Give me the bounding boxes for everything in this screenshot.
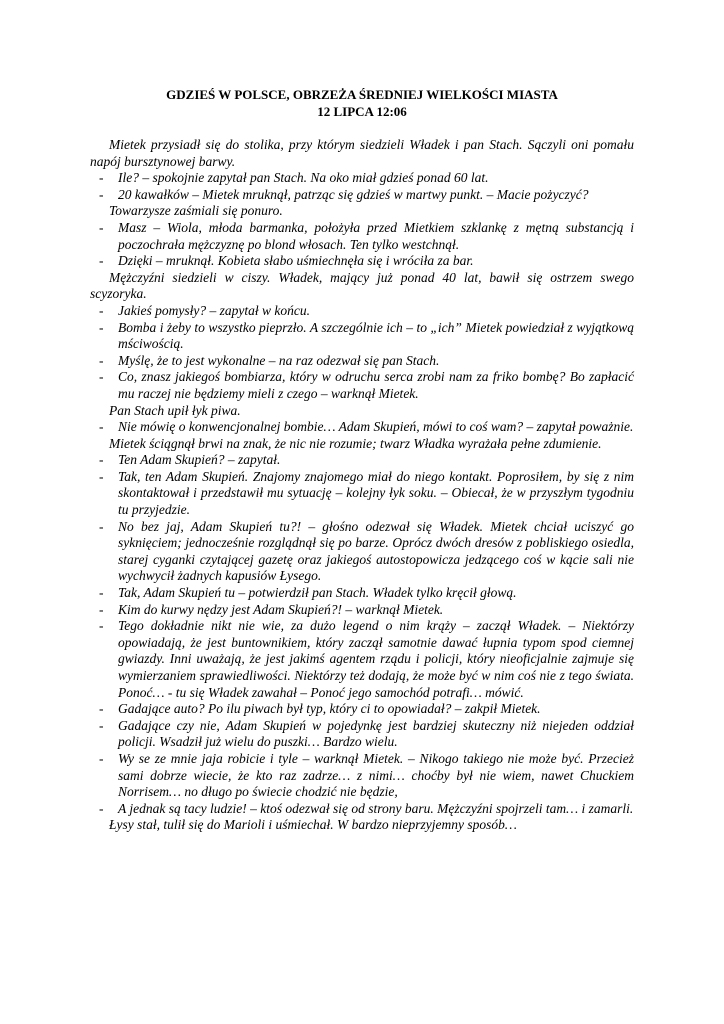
- dialogue-line: [90, 187, 634, 204]
- dialogue-line: [90, 369, 634, 402]
- dialogue-text: Dzięki – mruknął. Kobieta słabo uśmiechnęła się i wróciła za bar.: [118, 253, 474, 269]
- dialogue-text: Co, znasz jakiegoś bombiarza, który w odruchu serca zrobi nam za friko bombę? Bo zapłacić mu raczej nie będziemy mieli z czego – warknął Mietek.: [118, 369, 634, 401]
- dash-marker: -: [99, 750, 104, 766]
- dialogue-line: [90, 220, 634, 253]
- dash-marker: -: [99, 352, 104, 368]
- dialogue-text: Tak, Adam Skupień tu – potwierdził pan Stach. Władek tylko kręcił głową.: [118, 585, 517, 601]
- dialogue-line: [90, 419, 634, 436]
- dialogue-text: No bez jaj, Adam Skupień tu?! – głośno odezwał się Władek. Mietek chciał uciszyć go syknięciem; jednocześnie rozglądnął się po barze. Oprócz dwóch dresów z pobliskiego osiedla, starej cyganki czytającej gazetę oraz jakiegoś autostopowicza jedzącego coś w kącie sali nie wychwycił żadnych kapusiów Łysego.: [118, 518, 634, 584]
- dialogue-text: Tego dokładnie nikt nie wie, za dużo legend o nim krąży – zaczął Władek. – Niektórzy opowiadają, że jest buntownikiem, który zaczął samotnie dawać łupnia typom spod ciemnej gwiazdy. Inni uważają, że jest jakimś agentem rządu i policji, który nieoficjalnie zajmuje się wymierzaniem sprawiedliwości. Niektórzy też dodają, że może być w nim coś nie z tego świata. Ponoć… - tu się Władek zawahał – Ponoć jego samochód potrafi… mówić.: [118, 618, 634, 700]
- document-heading: [90, 86, 634, 120]
- dialogue-line: [90, 585, 634, 602]
- dialogue-text: Gadające czy nie, Adam Skupień w pojedynkę jest bardziej skuteczny niż niejeden oddział policji. Wsadził już wielu do puszki… Bardzo wielu.: [118, 717, 634, 750]
- dialogue-text: Masz – Wiola, młoda barmanka, położyła przed Mietkiem szklankę z mętną substancją i poczochrała mężczyznę po blond włosach. Ten tylko westchnął.: [118, 219, 634, 252]
- heading-date: 12 LIPCA 12:06: [317, 104, 407, 119]
- dialogue-line: [90, 320, 634, 353]
- dialogue-line: [90, 519, 634, 585]
- dialogue-line: [90, 718, 634, 751]
- dialogue-text: Gadające auto? Po ilu piwach był typ, który ci to opowiadał? – zakpił Mietek.: [118, 701, 541, 717]
- dash-marker: -: [99, 369, 104, 385]
- dash-marker: -: [99, 518, 104, 534]
- dialogue-line: [90, 303, 634, 320]
- dash-marker: -: [99, 419, 104, 435]
- dash-marker: -: [99, 601, 104, 617]
- dash-marker: -: [99, 219, 104, 235]
- dialogue-text: Bomba i żeby to wszystko pieprzło. A szczególnie ich – to „ich” Mietek powiedział z wyjątkową mściwością.: [118, 319, 634, 352]
- story-body: [90, 137, 634, 834]
- narration-paragraph: Mietek przysiadł się do stolika, przy którym siedzieli Władek i pan Stach. Sączyli oni pomału napój bursztynowej barwy.: [90, 137, 634, 169]
- heading-location: GDZIEŚ W POLSCE, OBRZEŻA ŚREDNIEJ WIELKOŚCI MIASTA: [166, 87, 558, 102]
- narration-paragraph: Towarzysze zaśmiali się ponuro.: [109, 203, 283, 219]
- dialogue-text: Ile? – spokojnie zapytał pan Stach. Na oko miał gdzieś ponad 60 lat.: [118, 170, 489, 186]
- dash-marker: -: [99, 701, 104, 717]
- dialogue-text: Jakieś pomysły? – zapytał w końcu.: [118, 302, 310, 318]
- dialogue-text: 20 kawałków – Mietek mruknął, patrząc się gdzieś w martwy punkt. – Macie pożyczyć?: [118, 186, 589, 202]
- dialogue-text: Nie mówię o konwencjonalnej bombie… Adam Skupień, mówi to coś wam? – zapytał poważnie.: [118, 419, 634, 435]
- dash-marker: -: [99, 302, 104, 318]
- dash-marker: -: [99, 468, 104, 484]
- dialogue-text: Kim do kurwy nędzy jest Adam Skupień?! – warknął Mietek.: [118, 601, 444, 617]
- dialogue-line: [90, 602, 634, 619]
- dialogue-text: A jednak są tacy ludzie! – ktoś odezwał się od strony baru. Mężczyźni spojrzeli tam… i zamarli.: [118, 800, 634, 816]
- dash-marker: -: [99, 800, 104, 816]
- dialogue-line: [90, 618, 634, 701]
- dialogue-line: [90, 353, 634, 370]
- dialogue-line: [90, 701, 634, 718]
- narration-paragraph: Łysy stał, tulił się do Marioli i uśmiechał. W bardzo nieprzyjemny sposób…: [109, 817, 517, 833]
- dash-marker: -: [99, 717, 104, 733]
- dialogue-line: [90, 469, 634, 519]
- dialogue-text: Ten Adam Skupień? – zapytał.: [118, 452, 281, 468]
- dash-marker: -: [99, 618, 104, 634]
- dialogue-text: Tak, ten Adam Skupień. Znajomy znajomego miał do niego kontakt. Poprosiłem, by się z nim skontaktował i przedstawił mu sytuację – kolejny łyk soku. – Obiecał, że w przyszłym tygodniu tu przyjedzie.: [118, 468, 634, 518]
- dash-marker: -: [99, 170, 104, 186]
- dialogue-text: Wy se ze mnie jaja robicie i tyle – warknął Mietek. – Nikogo takiego nie może być. Przecież sami dobrze wiecie, że kto raz zadrze… z nimi… choćby był nie wiem, nawet Chuckiem Norrisem… no długo po świecie chodzić nie będzie,: [118, 750, 634, 800]
- dash-marker: -: [99, 253, 104, 269]
- dash-marker: -: [99, 319, 104, 335]
- narration-paragraph: Pan Stach upił łyk piwa.: [109, 402, 241, 418]
- dialogue-line: [90, 751, 634, 801]
- narration-paragraph: Mietek ściągnął brwi na znak, że nic nie rozumie; twarz Władka wyrażała pełne zdumienie.: [109, 435, 602, 451]
- dash-marker: -: [99, 186, 104, 202]
- dash-marker: -: [99, 585, 104, 601]
- dialogue-line: [90, 801, 634, 818]
- dialogue-line: [90, 253, 634, 270]
- dialogue-line: [90, 452, 634, 469]
- dialogue-text: Myślę, że to jest wykonalne – na raz odezwał się pan Stach.: [118, 352, 440, 368]
- narration-paragraph: Mężczyźni siedzieli w ciszy. Władek, mający już ponad 40 lat, bawił się ostrzem swego scyzoryka.: [90, 269, 634, 302]
- dialogue-line: [90, 170, 634, 187]
- dash-marker: -: [99, 452, 104, 468]
